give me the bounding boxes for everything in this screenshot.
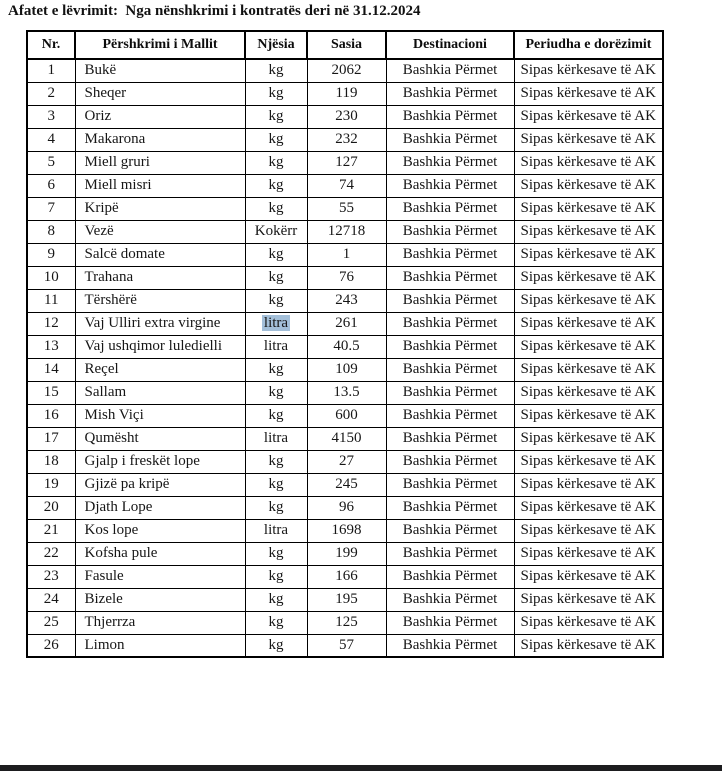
quantity-cell: 230 (307, 105, 386, 128)
table-row (27, 174, 663, 197)
row-number-cell: 20 (27, 496, 75, 519)
item-name-cell: Vezë (75, 220, 245, 243)
quantity-cell: 2062 (307, 59, 386, 82)
unit-cell (245, 312, 307, 335)
row-number-cell: 21 (27, 519, 75, 542)
destination-cell: Bashkia Përmet (386, 105, 514, 128)
row-number-cell: 23 (27, 565, 75, 588)
table-row (27, 381, 663, 404)
unit-text: kg (268, 636, 284, 653)
delivery-period-cell: Sipas kërkesave të AK (514, 128, 663, 151)
destination-cell: Bashkia Përmet (386, 174, 514, 197)
destination-cell: Bashkia Përmet (386, 519, 514, 542)
quantity-cell: 55 (307, 197, 386, 220)
unit-text: kg (268, 614, 284, 630)
table-row (27, 542, 663, 565)
delivery-period-cell: Sipas kërkesave të AK (514, 312, 663, 335)
window-bottom-edge (0, 765, 722, 771)
table-row (27, 266, 663, 289)
delivery-period-cell: Sipas kërkesave të AK (514, 565, 663, 588)
delivery-period-cell: Sipas kërkesave të AK (514, 289, 663, 312)
quantity-cell: 74 (307, 174, 386, 197)
table-row (27, 289, 663, 312)
destination-cell: Bashkia Përmet (386, 243, 514, 266)
item-name-cell: Miell misri (75, 174, 245, 197)
delivery-period-cell: Sipas kërkesave të AK (514, 634, 663, 657)
row-number-cell: 26 (27, 634, 75, 657)
unit-cell (245, 611, 307, 634)
item-name-cell: Miell gruri (75, 151, 245, 174)
table-row (27, 197, 663, 220)
quantity-cell: 127 (307, 151, 386, 174)
item-name-cell: Vaj ushqimor luledielli (75, 335, 245, 358)
table-row (27, 312, 663, 335)
unit-cell (245, 588, 307, 611)
unit-cell (245, 473, 307, 496)
item-name-cell: Thjerrza (75, 611, 245, 634)
unit-cell (245, 358, 307, 381)
table-row (27, 220, 663, 243)
quantity-cell: 40.5 (307, 335, 386, 358)
destination-cell: Bashkia Përmet (386, 151, 514, 174)
item-name-cell: Salcë domate (75, 243, 245, 266)
quantity-cell: 109 (307, 358, 386, 381)
unit-text: kg (268, 131, 284, 147)
unit-cell (245, 381, 307, 404)
quantity-cell: 4150 (307, 427, 386, 450)
unit-text: kg (268, 269, 284, 285)
destination-cell: Bashkia Përmet (386, 266, 514, 289)
row-number-cell: 6 (27, 174, 75, 197)
destination-cell: Bashkia Përmet (386, 473, 514, 496)
unit-text: kg (268, 200, 284, 216)
unit-cell (245, 565, 307, 588)
unit-cell (245, 82, 307, 105)
column-header-period: Periudha e dorëzimit (514, 31, 663, 59)
item-name-cell: Tërshërë (75, 289, 245, 312)
item-name-cell: Mish Viçi (75, 404, 245, 427)
quantity-cell: 27 (307, 450, 386, 473)
quantity-cell: 261 (307, 312, 386, 335)
unit-text: kg (268, 476, 284, 492)
item-name-cell: Reçel (75, 358, 245, 381)
quantity-cell: 12718 (307, 220, 386, 243)
unit-text: kg (268, 177, 284, 193)
quantity-cell: 76 (307, 266, 386, 289)
delivery-period-cell: Sipas kërkesave të AK (514, 496, 663, 519)
destination-cell: Bashkia Përmet (386, 220, 514, 243)
destination-cell: Bashkia Përmet (386, 335, 514, 358)
row-number-cell: 15 (27, 381, 75, 404)
delivery-period-cell: Sipas kërkesave të AK (514, 335, 663, 358)
quantity-cell: 13.5 (307, 381, 386, 404)
unit-text: kg (268, 591, 284, 607)
unit-text: kg (268, 361, 284, 377)
unit-text: kg (268, 407, 284, 423)
delivery-period-cell: Sipas kërkesave të AK (514, 220, 663, 243)
unit-cell (245, 335, 307, 358)
delivery-period-cell: Sipas kërkesave të AK (514, 174, 663, 197)
unit-cell (245, 174, 307, 197)
item-name-cell: Makarona (75, 128, 245, 151)
quantity-cell: 199 (307, 542, 386, 565)
quantity-cell: 57 (307, 634, 386, 657)
destination-cell: Bashkia Përmet (386, 611, 514, 634)
table-row (27, 611, 663, 634)
item-name-cell: Sheqer (75, 82, 245, 105)
delivery-period-cell: Sipas kërkesave të AK (514, 542, 663, 565)
row-number-cell: 10 (27, 266, 75, 289)
unit-text: kg (268, 62, 284, 79)
delivery-period-cell: Sipas kërkesave të AK (514, 519, 663, 542)
table-row (27, 404, 663, 427)
delivery-period-cell: Sipas kërkesave të AK (514, 381, 663, 404)
table-row (27, 105, 663, 128)
unit-cell (245, 634, 307, 657)
unit-text: kg (268, 292, 284, 308)
destination-cell: Bashkia Përmet (386, 542, 514, 565)
unit-text: kg (268, 246, 284, 262)
unit-cell (245, 197, 307, 220)
table-row (27, 450, 663, 473)
item-name-cell: Limon (75, 634, 245, 657)
unit-text: Kokërr (254, 223, 298, 239)
unit-text: litra (263, 430, 289, 446)
destination-cell: Bashkia Përmet (386, 381, 514, 404)
table-row (27, 519, 663, 542)
item-name-cell: Bizele (75, 588, 245, 611)
row-number-cell: 12 (27, 312, 75, 335)
table-row (27, 634, 663, 657)
table-row (27, 427, 663, 450)
row-number-cell: 5 (27, 151, 75, 174)
quantity-cell: 232 (307, 128, 386, 151)
unit-cell (245, 519, 307, 542)
destination-cell: Bashkia Përmet (386, 197, 514, 220)
row-number-cell: 16 (27, 404, 75, 427)
column-header-unit: Njësia (245, 31, 307, 59)
row-number-cell: 18 (27, 450, 75, 473)
item-name-cell: Qumësht (75, 427, 245, 450)
column-header-item: Përshkrimi i Mallit (75, 31, 245, 59)
delivery-period-cell: Sipas kërkesave të AK (514, 404, 663, 427)
item-name-cell: Sallam (75, 381, 245, 404)
unit-cell (245, 427, 307, 450)
delivery-period-cell: Sipas kërkesave të AK (514, 611, 663, 634)
row-number-cell: 19 (27, 473, 75, 496)
destination-cell: Bashkia Përmet (386, 289, 514, 312)
quantity-cell: 119 (307, 82, 386, 105)
document-title: Afatet e lëvrimit: Nga nënshkrimi i kontratës deri në 31.12.2024 (8, 3, 421, 19)
row-number-cell: 22 (27, 542, 75, 565)
unit-cell (245, 220, 307, 243)
unit-text: litra (263, 338, 289, 354)
quantity-cell: 166 (307, 565, 386, 588)
delivery-period-cell: Sipas kërkesave të AK (514, 358, 663, 381)
unit-cell (245, 151, 307, 174)
destination-cell: Bashkia Përmet (386, 427, 514, 450)
row-number-cell: 8 (27, 220, 75, 243)
row-number-cell: 25 (27, 611, 75, 634)
destination-cell: Bashkia Përmet (386, 312, 514, 335)
delivery-period-cell: Sipas kërkesave të AK (514, 105, 663, 128)
delivery-period-cell: Sipas kërkesave të AK (514, 427, 663, 450)
unit-text: kg (268, 568, 284, 584)
quantity-cell: 245 (307, 473, 386, 496)
destination-cell: Bashkia Përmet (386, 565, 514, 588)
unit-text: kg (268, 154, 284, 170)
delivery-period-cell: Sipas kërkesave të AK (514, 243, 663, 266)
unit-cell (245, 105, 307, 128)
destination-cell: Bashkia Përmet (386, 82, 514, 105)
item-name-cell: Fasule (75, 565, 245, 588)
unit-text: kg (268, 545, 284, 561)
destination-cell: Bashkia Përmet (386, 634, 514, 657)
item-name-cell: Kripë (75, 197, 245, 220)
item-name-cell: Gjizë pa kripë (75, 473, 245, 496)
unit-cell (245, 128, 307, 151)
row-number-cell: 4 (27, 128, 75, 151)
table-body (27, 59, 663, 657)
table-row (27, 473, 663, 496)
item-name-cell: Djath Lope (75, 496, 245, 519)
delivery-period-cell: Sipas kërkesave të AK (514, 197, 663, 220)
unit-cell (245, 542, 307, 565)
unit-cell (245, 266, 307, 289)
goods-table (26, 30, 664, 658)
table-row (27, 151, 663, 174)
row-number-cell: 13 (27, 335, 75, 358)
table-row (27, 358, 663, 381)
unit-cell (245, 243, 307, 266)
delivery-period-cell: Sipas kërkesave të AK (514, 82, 663, 105)
destination-cell: Bashkia Përmet (386, 588, 514, 611)
unit-cell (245, 289, 307, 312)
item-name-cell: Kofsha pule (75, 542, 245, 565)
row-number-cell: 24 (27, 588, 75, 611)
delivery-period-cell: Sipas kërkesave të AK (514, 59, 663, 82)
unit-text: kg (268, 499, 284, 515)
row-number-cell: 17 (27, 427, 75, 450)
table-row (27, 59, 663, 82)
table-header-row (27, 31, 663, 59)
unit-text: kg (268, 108, 284, 124)
unit-cell (245, 404, 307, 427)
destination-cell: Bashkia Përmet (386, 404, 514, 427)
destination-cell: Bashkia Përmet (386, 450, 514, 473)
column-header-destination: Destinacioni (386, 31, 514, 59)
quantity-cell: 125 (307, 611, 386, 634)
delivery-period-cell: Sipas kërkesave të AK (514, 450, 663, 473)
row-number-cell: 1 (27, 59, 75, 82)
quantity-cell: 243 (307, 289, 386, 312)
unit-text: litra (263, 315, 289, 331)
quantity-cell: 96 (307, 496, 386, 519)
table-row (27, 565, 663, 588)
unit-cell (245, 450, 307, 473)
delivery-period-cell: Sipas kërkesave të AK (514, 473, 663, 496)
row-number-cell: 11 (27, 289, 75, 312)
quantity-cell: 600 (307, 404, 386, 427)
table-row (27, 588, 663, 611)
column-header-nr: Nr. (27, 31, 75, 59)
table-row (27, 82, 663, 105)
destination-cell: Bashkia Përmet (386, 128, 514, 151)
destination-cell: Bashkia Përmet (386, 496, 514, 519)
table-row (27, 496, 663, 519)
column-header-quantity: Sasia (307, 31, 386, 59)
unit-text: kg (268, 453, 284, 469)
unit-text: litra (263, 522, 289, 538)
item-name-cell: Kos lope (75, 519, 245, 542)
quantity-cell: 1 (307, 243, 386, 266)
row-number-cell: 2 (27, 82, 75, 105)
unit-cell (245, 496, 307, 519)
destination-cell: Bashkia Përmet (386, 59, 514, 82)
row-number-cell: 9 (27, 243, 75, 266)
item-name-cell: Vaj Ulliri extra virgine (75, 312, 245, 335)
table-row (27, 128, 663, 151)
delivery-period-cell: Sipas kërkesave të AK (514, 588, 663, 611)
table-row (27, 243, 663, 266)
quantity-cell: 1698 (307, 519, 386, 542)
row-number-cell: 14 (27, 358, 75, 381)
delivery-period-cell: Sipas kërkesave të AK (514, 151, 663, 174)
destination-cell: Bashkia Përmet (386, 358, 514, 381)
unit-cell (245, 59, 307, 82)
row-number-cell: 7 (27, 197, 75, 220)
quantity-cell: 195 (307, 588, 386, 611)
table-row (27, 335, 663, 358)
unit-text: kg (268, 384, 284, 400)
item-name-cell: Oriz (75, 105, 245, 128)
unit-text: kg (268, 85, 284, 101)
item-name-cell: Gjalp i freskët lope (75, 450, 245, 473)
item-name-cell: Bukë (75, 59, 245, 82)
row-number-cell: 3 (27, 105, 75, 128)
delivery-period-cell: Sipas kërkesave të AK (514, 266, 663, 289)
item-name-cell: Trahana (75, 266, 245, 289)
